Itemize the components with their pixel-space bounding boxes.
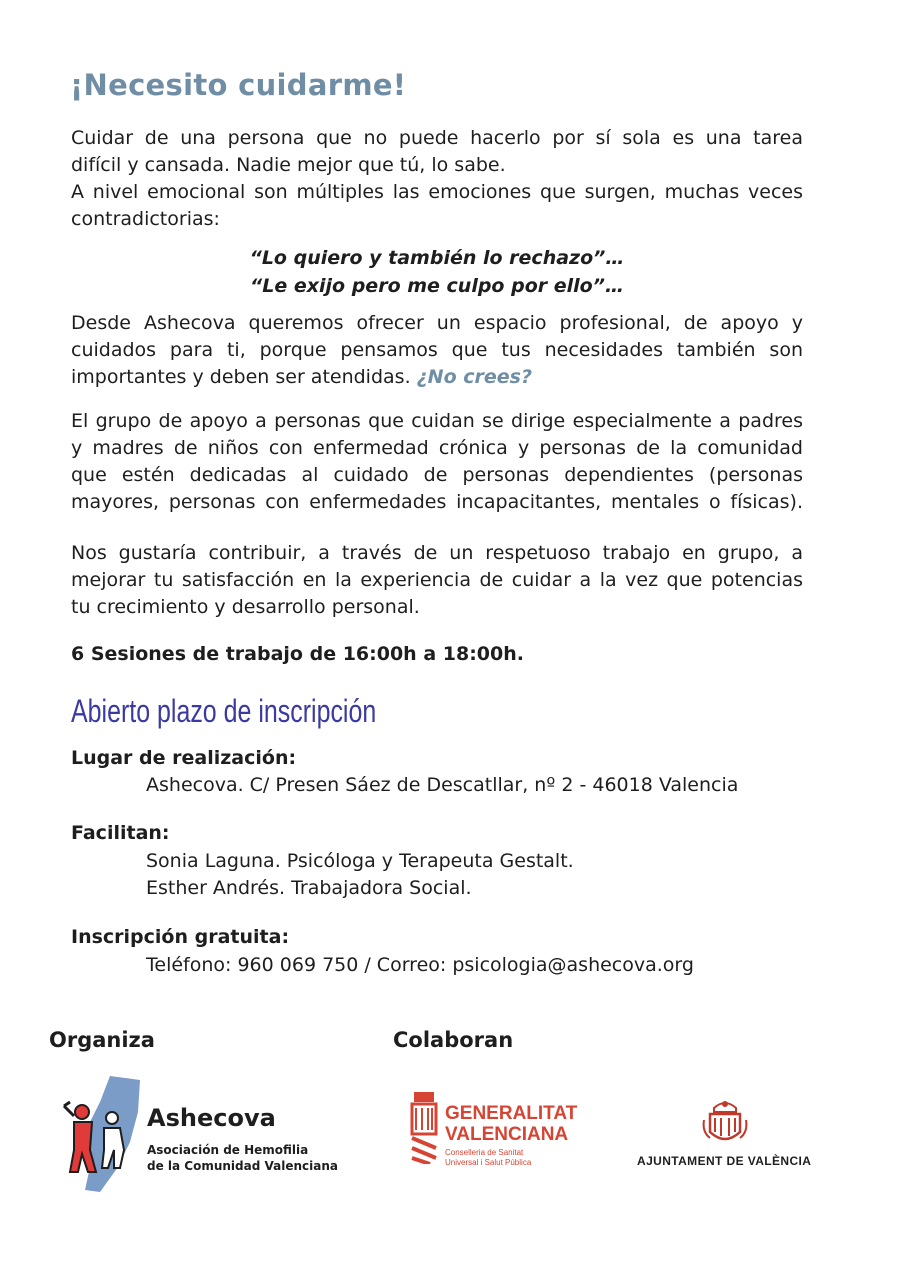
ashecova-logo	[60, 1072, 150, 1197]
generalitat-logo	[410, 1090, 438, 1164]
facilitators-label: Facilitan:	[71, 822, 170, 844]
paragraph-line	[71, 364, 803, 391]
ashecova-logo-subtitle	[147, 1142, 338, 1174]
ajuntament-crest-icon	[700, 1098, 750, 1148]
paragraph-line: tu crecimiento y desarrollo personal.	[71, 596, 420, 618]
open-registration-heading: Abierto plazo de inscripción	[71, 693, 377, 729]
support-group-paragraph	[71, 408, 803, 516]
intro-line: A nivel emocional son múltiples las emociones que surgen, muchas veces	[71, 181, 803, 203]
location-value: Ashecova. C/ Presen Sáez de Descatllar, nº 2 - 46018 Valencia	[146, 774, 739, 796]
generalitat-line: GENERALITAT	[445, 1103, 578, 1124]
ashecova-emblem-icon	[60, 1072, 150, 1197]
generalitat-name	[445, 1103, 577, 1145]
paragraph-line: mayores, personas con enfermedades incapacitantes, mentales o físicas).	[71, 491, 803, 513]
paragraph-line: mejorar tu satisfacción en la experiencia de cuidar a la vez que potencias	[71, 569, 803, 591]
quotes-block	[71, 244, 803, 300]
registration-contact: Teléfono: 960 069 750 / Correo: psicologia@ashecova.org	[146, 954, 694, 976]
quote-1: “Lo quiero y también lo rechazo”…	[249, 247, 625, 269]
ashecova-logo-name: Ashecova	[147, 1104, 276, 1132]
intro-line: difícil y cansada. Nadie mejor que tú, lo sabe.	[71, 154, 506, 176]
highlight-question: ¿No crees?	[416, 366, 532, 388]
intro-line: Cuidar de una persona que no puede hacerlo por sí sola es una tarea	[71, 127, 803, 149]
quote-2: “Le exijo pero me culpo por ello”…	[250, 275, 624, 297]
page-title: ¡Necesito cuidarme!	[70, 68, 407, 102]
facilitator-2: Esther Andrés. Trabajadora Social.	[146, 877, 472, 899]
generalitat-sub-line: Universal i Salut Pública	[445, 1158, 532, 1167]
ashecova-paragraph	[71, 310, 803, 391]
paragraph-text: importantes y deben ser atendidas.	[71, 366, 411, 388]
sessions-info: 6 Sesiones de trabajo de 16:00h a 18:00h.	[71, 643, 524, 665]
generalitat-department	[445, 1148, 531, 1168]
generalitat-sub-line: Conselleria de Sanitat	[445, 1148, 524, 1157]
paragraph-line: que estén dedicadas al cuidado de personas dependientes (personas	[71, 464, 803, 486]
ajuntament-name: AJUNTAMENT DE VALÈNCIA	[637, 1154, 812, 1168]
paragraph-line: y madres de niños con enfermedad crónica y personas de la comunidad	[71, 437, 803, 459]
location-label: Lugar de realización:	[71, 747, 297, 769]
facilitators-list	[146, 848, 574, 902]
paragraph-line: El grupo de apoyo a personas que cuidan se dirige especialmente a padres	[71, 410, 803, 432]
contribution-paragraph	[71, 540, 803, 621]
paragraph-line: cuidados para ti, porque pensamos que tus necesidades también son	[71, 339, 803, 361]
generalitat-emblem-icon	[410, 1090, 438, 1164]
intro-line: contradictorias:	[71, 208, 220, 230]
colaboran-heading: Colaboran	[393, 1028, 514, 1052]
intro-paragraph	[71, 125, 803, 233]
organiza-heading: Organiza	[49, 1028, 155, 1052]
generalitat-line: VALENCIANA	[445, 1124, 569, 1145]
paragraph-line: Nos gustaría contribuir, a través de un respetuoso trabajo en grupo, a	[71, 542, 803, 564]
ashecova-subtitle-line: Asociación de Hemofilia	[147, 1143, 309, 1157]
facilitator-1: Sonia Laguna. Psicóloga y Terapeuta Gestalt.	[146, 850, 574, 872]
paragraph-line: Desde Ashecova queremos ofrecer un espacio profesional, de apoyo y	[71, 312, 803, 334]
ashecova-subtitle-line: de la Comunidad Valenciana	[147, 1159, 338, 1173]
ajuntament-logo	[700, 1098, 750, 1148]
registration-label: Inscripción gratuita:	[71, 926, 290, 948]
